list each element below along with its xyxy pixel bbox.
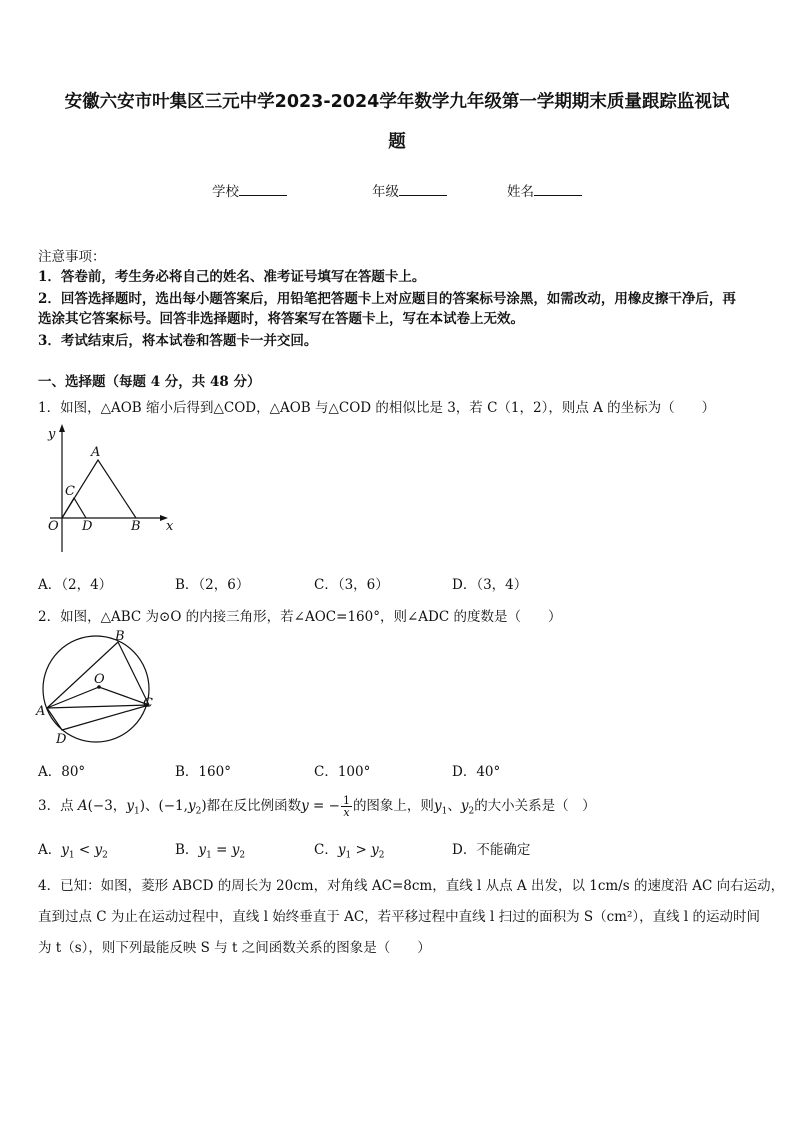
q3-point-a-y: y: [126, 798, 134, 814]
name-field[interactable]: [507, 180, 582, 200]
q3-option-b-label: B．: [175, 842, 199, 858]
q3-yb: y: [460, 798, 469, 814]
exam-title-line2: 题: [388, 132, 406, 152]
q1-option-b[interactable]: B．（2，6）: [175, 577, 250, 593]
q2-option-d[interactable]: D．40°: [452, 764, 501, 780]
q3-point-a-sub: 1: [133, 806, 140, 817]
name-label: 姓名: [507, 184, 534, 200]
q3-option-b-sub2: 2: [239, 850, 246, 861]
q3-tail: 的大小关系是（ ）: [474, 798, 596, 814]
q1-option-a[interactable]: A．（2，4）: [38, 577, 113, 593]
q3-yb-sub: 2: [468, 806, 475, 817]
q1-label-a: A: [91, 445, 101, 460]
exam-title-line1: 安徽六安市叶集区三元中学2023-2024学年数学九年级第一学期期末质量跟踪监视试: [64, 92, 730, 112]
q2-label-d: D: [56, 732, 67, 747]
q3-point-b-open: (−1,: [158, 798, 188, 814]
q1-stem: 1．如图，△AOB 缩小后得到△COD，△AOB 与△COD 的相似比是 3，若 C（1，2），则点 A 的坐标为（ ）: [38, 400, 716, 416]
q3-ya-sub: 1: [441, 806, 448, 817]
q1-label-d: D: [82, 519, 93, 534]
note-1: 1．答卷前，考生务必将自己的姓名、准考证号填写在答题卡上。: [38, 269, 426, 285]
q3-option-a-label: A．: [38, 842, 62, 858]
q3-option-a-op: < y: [74, 842, 103, 858]
q3-option-b-op: = y: [211, 842, 240, 858]
q2-option-c[interactable]: C．100°: [314, 764, 371, 780]
q3-mid: 都在反比例函数: [206, 798, 302, 814]
q3-option-a[interactable]: [38, 838, 108, 861]
grade-field[interactable]: [372, 180, 447, 200]
q3-post: 的图象上，则: [352, 798, 434, 814]
q3-sep: 、: [144, 798, 159, 814]
q3-point-b-sub: 2: [195, 806, 202, 817]
q2-option-b[interactable]: B．160°: [175, 764, 231, 780]
q1-label-c: C: [65, 484, 75, 499]
q1-option-d[interactable]: D．（3，4）: [452, 577, 528, 593]
q2-option-a[interactable]: A．80°: [38, 764, 86, 780]
q3-point-a-close: ): [139, 798, 145, 814]
section-1-heading: 一、选择题（每题 4 分，共 48 分）: [38, 374, 261, 390]
q1-option-c[interactable]: C．（3，6）: [314, 577, 389, 593]
q3-option-a-sub2: 2: [102, 850, 108, 861]
q3-option-c-sub1: 1: [345, 850, 352, 861]
q3-option-b[interactable]: [175, 838, 245, 861]
q3-point-a-open: (−3，: [87, 798, 127, 814]
q3-pre: 3．点: [38, 798, 78, 814]
q3-fraction: [341, 795, 352, 818]
q1-label-o: O: [48, 519, 59, 534]
q3-option-c-op: > y: [351, 842, 379, 858]
q3-option-a-y1: y: [61, 842, 69, 858]
q4-stem-line2: 直到过点 C 为止在运动过程中，直线 l 始终垂直于 AC，若平移过程中直线 l 扫过的面积为 S（cm²），直线 l 的运动时间: [38, 909, 761, 925]
q3-option-c-sub2: 2: [378, 850, 385, 861]
note-2b: 选涂其它答案标号。回答非选择题时，将答案写在答题卡上，写在本试卷上无效。: [38, 311, 524, 327]
grade-label: 年级: [372, 184, 399, 200]
q1-y-arrow: [59, 424, 65, 432]
name-blank[interactable]: [534, 183, 582, 196]
q3-point-b-close: ): [201, 798, 207, 814]
q2-stem: 2．如图，△ABC 为⊙O 的内接三角形，若∠AOC=160°，则∠ADC 的度数是（ ）: [38, 609, 562, 625]
q2-label-c: C: [143, 696, 153, 711]
school-blank[interactable]: [239, 183, 287, 196]
q1-label-x: x: [166, 519, 174, 534]
q2-label-a: A: [36, 704, 46, 719]
school-label: 学校: [212, 184, 239, 200]
q3-option-b-sub1: 1: [206, 850, 212, 861]
q3-fraction-den: x: [343, 806, 350, 819]
q1-label-b: B: [131, 519, 141, 534]
q2-figure: [34, 628, 164, 748]
q3-option-d[interactable]: D．不能确定: [452, 842, 531, 858]
q3-stem: [38, 794, 596, 818]
q4-stem-line1: 4．已知：如图，菱形 ABCD 的周长为 20cm，对角线 AC=8cm，直线 l 从点 A 出发，以 1cm/s 的速度沿 AC 向右运动，: [38, 878, 785, 894]
note-3: 3．考试结束后，将本试卷和答题卡一并交回。: [38, 333, 318, 349]
q3-ya: y: [433, 798, 442, 814]
q1-label-y: y: [48, 427, 56, 442]
q1-triangle-cod: [62, 498, 86, 518]
q3-option-c-y1: y: [337, 842, 346, 858]
q3-point-b-y: y: [187, 798, 196, 814]
q2-label-b: B: [115, 629, 125, 644]
q3-option-a-sub1: 1: [68, 850, 75, 861]
q4-stem-line3: 为 t（s），则下列最能反映 S 与 t 之间函数关系的图象是（ ）: [38, 940, 431, 956]
q3-option-c[interactable]: [314, 838, 384, 861]
q3-option-c-label: C．: [314, 842, 338, 858]
q3-option-b-y1: y: [198, 842, 207, 858]
school-field[interactable]: [212, 180, 287, 200]
q3-function: y = −: [301, 798, 340, 814]
q1-figure: [38, 422, 178, 557]
q3-comma: 、: [447, 798, 461, 814]
notes-heading: 注意事项：: [38, 249, 106, 265]
note-2a: 2．回答选择题时，选出每小题答案后，用铅笔把答题卡上对应题目的答案标号涂黑，如需改动，用橡皮擦干净后，再: [38, 291, 736, 307]
q3-fraction-num: 1: [342, 794, 350, 807]
q2-label-o: O: [94, 672, 105, 687]
q3-point-a: A: [77, 798, 88, 814]
grade-blank[interactable]: [399, 183, 447, 196]
